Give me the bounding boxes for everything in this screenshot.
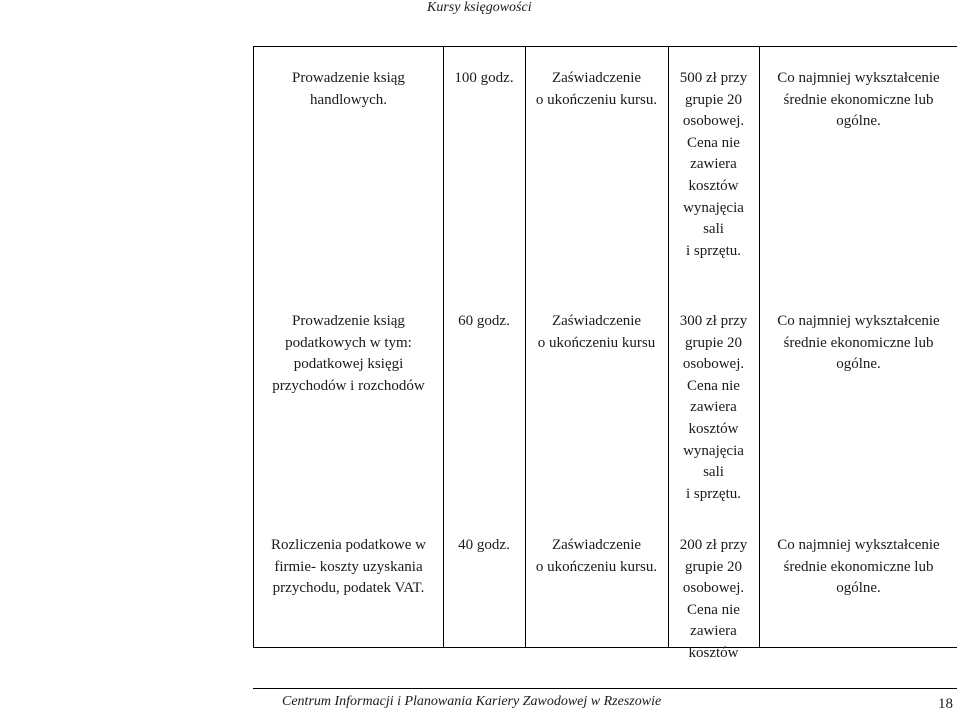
cell-text-line: kosztów [688,644,739,661]
cell-text-line: Rozliczenia podatkowe w [271,537,426,553]
cell-text-line: Cena nie [687,377,740,394]
cell-text-line: Zaświadczenie [551,313,642,329]
course-hours-cell: 100 godz. [454,70,514,86]
cell-text-line: przychodów i rozchodów [272,377,425,394]
cell-text-line: zawiera [690,623,737,640]
cell-text-line: grupie 20 [684,91,743,108]
cell-text-line: osobowej. [682,113,745,130]
cell-text-line: średnie ekonomiczne lub [783,334,934,351]
course-requirements-cell [759,535,958,600]
cell-text-line: o ukończeniu kursu. [535,91,658,108]
cell-text-line: wynajęcia [683,199,744,216]
cell-text-line: wynajęcia [683,442,744,459]
cell-text-line: Cena nie [687,134,740,151]
course-certificate-cell [525,535,668,578]
cell-text-line: przychodu, podatek VAT. [272,580,425,597]
cell-text-line: i sprzętu. [686,242,741,259]
cell-text-line: zawiera [690,399,737,416]
course-hours-cell: 40 godz. [458,537,510,553]
courses-table [253,46,957,661]
footer-institution: Centrum Informacji i Planowania Kariery Zawodowej w Rzeszowie [282,694,662,709]
column-divider [443,47,444,647]
cell-text-line: kosztów [688,177,739,194]
cell-text-line: firmie- koszty uzyskania [274,558,423,575]
cell-text-line: o ukończeniu kursu [537,334,656,351]
cell-text-line: o ukończeniu kursu. [535,558,658,575]
course-price-cell [668,68,759,262]
course-hours-cell: 60 godz. [458,313,510,329]
course-certificate-cell [525,68,668,111]
cell-text-line: ogólne. [836,356,881,373]
cell-text-line: Cena nie [687,601,740,618]
cell-text-line: Co najmniej wykształcenie [777,70,940,86]
cell-text-line: osobowej. [682,356,745,373]
cell-text-line: 300 zł przy [679,313,748,329]
cell-text-line: Prowadzenie ksiąg [292,313,405,329]
cell-text-line: sali [703,464,724,481]
cell-text-line: Zaświadczenie [551,70,642,86]
cell-text-line: handlowych. [309,91,388,108]
cell-text-line: podatkowej księgi [293,356,404,373]
cell-text-line: 200 zł przy [679,537,748,553]
cell-text-line: Zaświadczenie [551,537,642,553]
footer-divider [253,688,957,689]
cell-text-line: grupie 20 [684,334,743,351]
page-header-title: Kursy księgowości [427,0,532,15]
cell-text-line: ogólne. [836,580,881,597]
cell-text-line: średnie ekonomiczne lub [783,558,934,575]
page-number: 18 [938,696,953,712]
course-requirements-cell [759,68,958,133]
course-price-cell [668,311,759,505]
course-certificate-cell [525,311,668,354]
course-name-cell [254,311,443,397]
cell-text-line: i sprzętu. [686,485,741,502]
cell-text-line: kosztów [688,420,739,437]
course-price-cell [668,535,759,665]
course-requirements-cell [759,311,958,376]
cell-text-line: grupie 20 [684,558,743,575]
cell-text-line: Co najmniej wykształcenie [777,313,940,329]
cell-text-line: 500 zł przy [679,70,748,86]
course-name-cell [254,535,443,600]
cell-text-line: Prowadzenie ksiąg [292,70,405,86]
cell-text-line: osobowej. [682,580,745,597]
cell-text-line: ogólne. [836,113,881,130]
course-name-cell [254,68,443,111]
cell-text-line: Co najmniej wykształcenie [777,537,940,553]
cell-text-line: zawiera [690,156,737,173]
cell-text-line: sali [703,221,724,238]
cell-text-line: podatkowych w tym: [285,334,412,351]
cell-text-line: średnie ekonomiczne lub [783,91,934,108]
